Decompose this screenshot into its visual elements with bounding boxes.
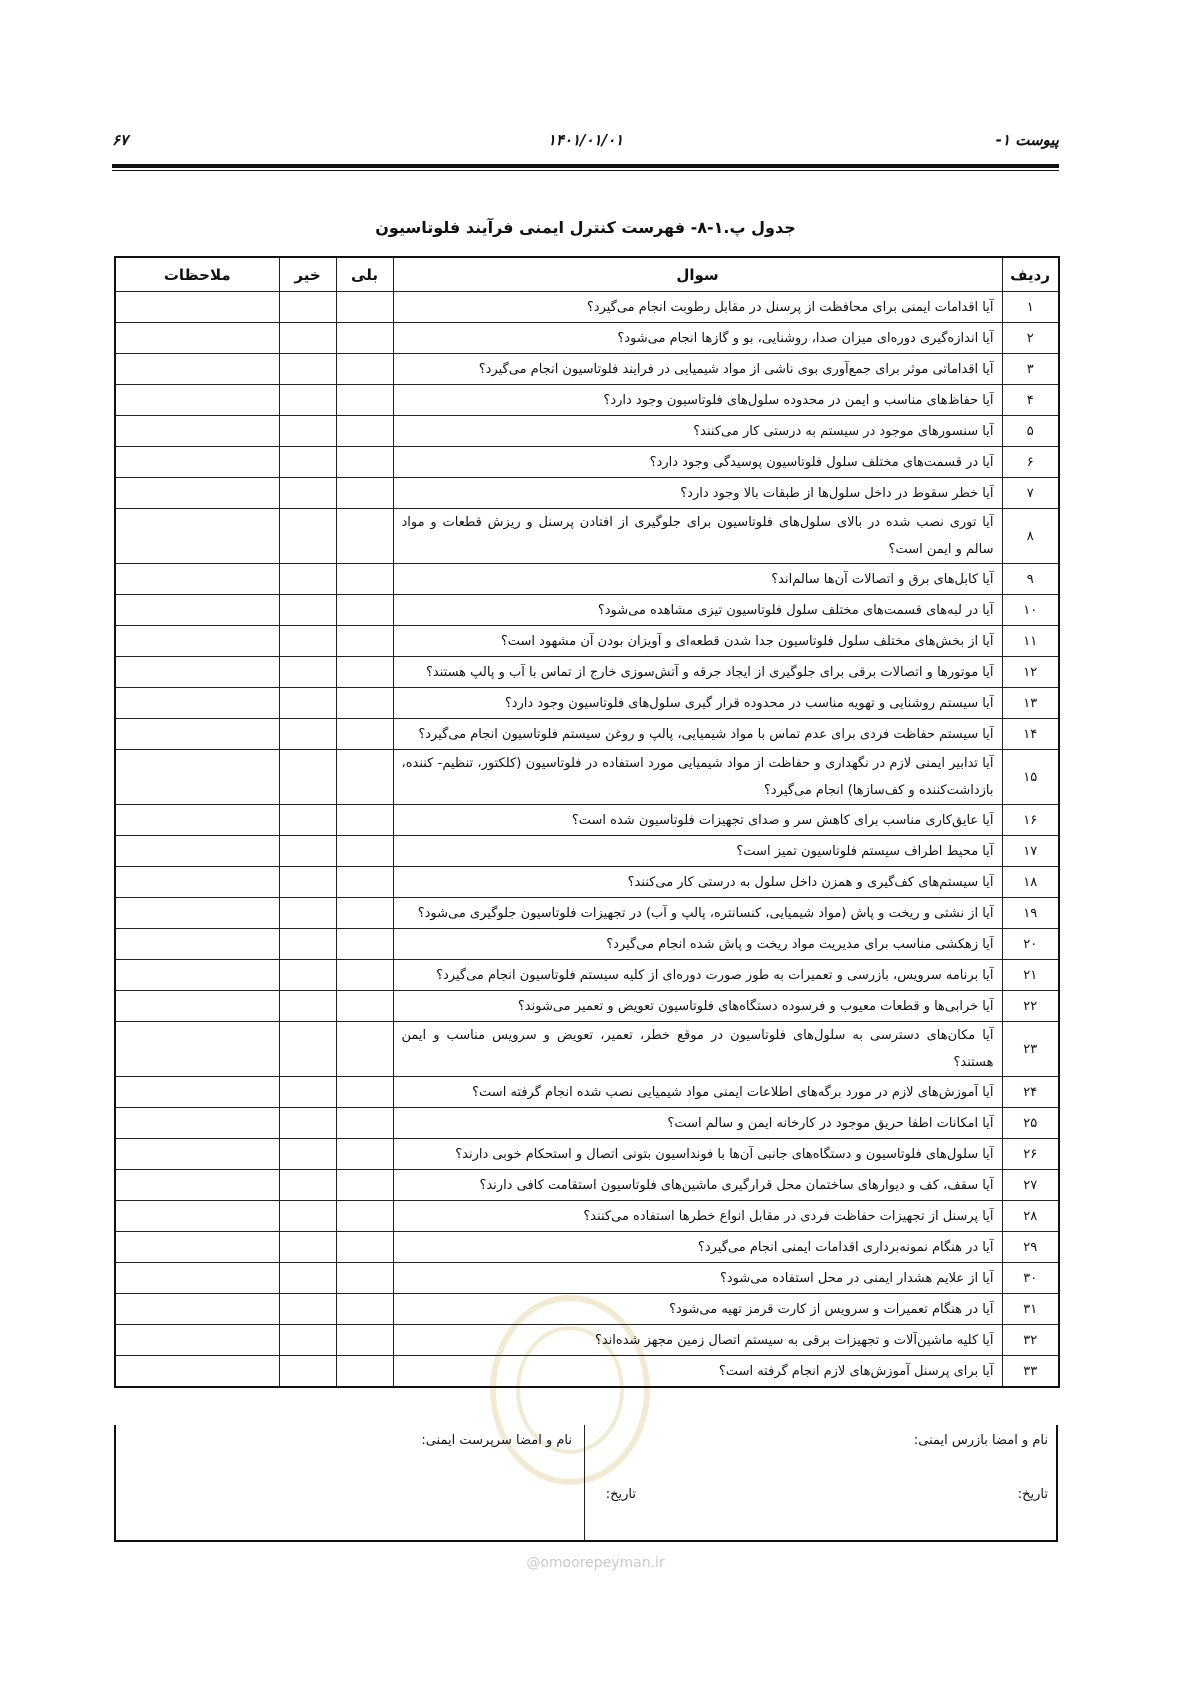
notes-cell[interactable] bbox=[115, 323, 279, 354]
question-cell: آیا خرابی‌ها و قطعات معیوب و فرسوده دستگاه‌های فلوتاسیون تعویض و تعمیر می‌شوند؟ bbox=[393, 991, 1002, 1022]
col-header-no: خیر bbox=[279, 257, 336, 292]
table-row bbox=[115, 1356, 1059, 1388]
question-cell: آیا سیستم حفاظت فردی برای عدم تماس با مواد شیمیایی، پالپ و روغن سیستم فلوتاسیون انجام می‌گیرد؟ bbox=[393, 719, 1002, 750]
no-cell[interactable] bbox=[279, 719, 336, 750]
yes-cell[interactable] bbox=[336, 323, 393, 354]
question-cell: آیا از علایم هشدار ایمنی در محل استفاده می‌شود؟ bbox=[393, 1263, 1002, 1294]
yes-cell[interactable] bbox=[336, 1201, 393, 1232]
table-row bbox=[115, 385, 1059, 416]
row-number-cell: ۶ bbox=[1002, 447, 1059, 478]
table-row bbox=[115, 1170, 1059, 1201]
no-cell[interactable] bbox=[279, 595, 336, 626]
no-cell[interactable] bbox=[279, 1232, 336, 1263]
yes-cell[interactable] bbox=[336, 657, 393, 688]
row-number-cell: ۲۳ bbox=[1002, 1022, 1059, 1077]
notes-cell[interactable] bbox=[115, 447, 279, 478]
yes-cell[interactable] bbox=[336, 354, 393, 385]
table-row bbox=[115, 564, 1059, 595]
notes-cell[interactable] bbox=[115, 750, 279, 805]
row-number-cell: ۳۳ bbox=[1002, 1356, 1059, 1388]
notes-cell[interactable] bbox=[115, 416, 279, 447]
row-number-cell: ۲۷ bbox=[1002, 1170, 1059, 1201]
yes-cell[interactable] bbox=[336, 960, 393, 991]
inspector-signature-label: نام و امضا بازرس ایمنی: bbox=[913, 1433, 1048, 1448]
no-cell[interactable] bbox=[279, 1139, 336, 1170]
no-cell[interactable] bbox=[279, 478, 336, 509]
table-row bbox=[115, 657, 1059, 688]
yes-cell[interactable] bbox=[336, 292, 393, 323]
no-cell[interactable] bbox=[279, 898, 336, 929]
row-number-cell: ۱۱ bbox=[1002, 626, 1059, 657]
col-header-question: سوال bbox=[393, 257, 1002, 292]
no-cell[interactable] bbox=[279, 1294, 336, 1325]
table-row bbox=[115, 805, 1059, 836]
yes-cell[interactable] bbox=[336, 1077, 393, 1108]
no-cell[interactable] bbox=[279, 929, 336, 960]
notes-cell[interactable] bbox=[115, 836, 279, 867]
row-number-cell: ۲ bbox=[1002, 323, 1059, 354]
header-rule-thin bbox=[112, 170, 1059, 171]
question-cell: آیا سقف، کف و دیوارهای ساختمان محل قرارگیری ماشین‌های فلوتاسیون استقامت کافی دارند؟ bbox=[393, 1170, 1002, 1201]
yes-cell[interactable] bbox=[336, 1232, 393, 1263]
signature-section bbox=[114, 1425, 1058, 1542]
notes-cell[interactable] bbox=[115, 1232, 279, 1263]
table-row bbox=[115, 323, 1059, 354]
yes-cell[interactable] bbox=[336, 1356, 393, 1388]
row-number-cell: ۳۰ bbox=[1002, 1263, 1059, 1294]
question-cell: آیا موتورها و اتصالات برقی برای جلوگیری از ایجاد جرقه و آتش‌سوزی خارج از تماس با آب و پالپ هستند؟ bbox=[393, 657, 1002, 688]
table-row bbox=[115, 1232, 1059, 1263]
row-number-cell: ۹ bbox=[1002, 564, 1059, 595]
table-row bbox=[115, 478, 1059, 509]
table-header-row bbox=[115, 257, 1059, 292]
question-cell: آیا کلیه ماشین‌آلات و تجهیزات برقی به سیستم اتصال زمین مجهز شده‌اند؟ bbox=[393, 1325, 1002, 1356]
question-cell: آیا برای پرسنل آموزش‌های لازم انجام گرفته است؟ bbox=[393, 1356, 1002, 1388]
notes-cell[interactable] bbox=[115, 292, 279, 323]
notes-cell[interactable] bbox=[115, 385, 279, 416]
question-cell: آیا برنامه سرویس، بازرسی و تعمیرات به طور صورت دوره‌ای از کلیه سیستم فلوتاسیون انجام می‌گیرد؟ bbox=[393, 960, 1002, 991]
table-row bbox=[115, 991, 1059, 1022]
row-number-cell: ۱۸ bbox=[1002, 867, 1059, 898]
col-header-notes: ملاحظات bbox=[115, 257, 279, 292]
question-cell: آیا کابل‌های برق و اتصالات آن‌ها سالم‌اند؟ bbox=[393, 564, 1002, 595]
row-number-cell: ۱۷ bbox=[1002, 836, 1059, 867]
row-number-cell: ۷ bbox=[1002, 478, 1059, 509]
row-number-cell: ۱۹ bbox=[1002, 898, 1059, 929]
question-cell: آیا تدابیر ایمنی لازم در نگهداری و حفاظت از مواد شیمیایی مورد استفاده در فلوتاسیون (کلکتور، تنظیم- کننده، بازداشت‌کننده و کف‌سازها) انجام می‌گیرد؟ bbox=[393, 750, 1002, 805]
notes-cell[interactable] bbox=[115, 626, 279, 657]
no-cell[interactable] bbox=[279, 354, 336, 385]
question-cell: آیا خطر سقوط در داخل سلول‌ها از طبقات بالا وجود دارد؟ bbox=[393, 478, 1002, 509]
notes-cell[interactable] bbox=[115, 1294, 279, 1325]
table-row bbox=[115, 354, 1059, 385]
row-number-cell: ۲۹ bbox=[1002, 1232, 1059, 1263]
page-header bbox=[112, 131, 1059, 167]
question-cell: آیا مکان‌های دسترسی به سلول‌های فلوتاسیون در موقع خطر، تعمیر، تعویض و سرویس مناسب و ایمن هستند؟ bbox=[393, 1022, 1002, 1077]
notes-cell[interactable] bbox=[115, 867, 279, 898]
yes-cell[interactable] bbox=[336, 1108, 393, 1139]
checklist-table bbox=[114, 256, 1060, 1388]
table-row bbox=[115, 1108, 1059, 1139]
supervisor-signature-label: نام و امضا سرپرست ایمنی: bbox=[421, 1433, 572, 1448]
no-cell[interactable] bbox=[279, 836, 336, 867]
signature-divider bbox=[584, 1425, 585, 1540]
row-number-cell: ۱۲ bbox=[1002, 657, 1059, 688]
notes-cell[interactable] bbox=[115, 719, 279, 750]
no-cell[interactable] bbox=[279, 416, 336, 447]
notes-cell[interactable] bbox=[115, 805, 279, 836]
row-number-cell: ۲۲ bbox=[1002, 991, 1059, 1022]
no-cell[interactable] bbox=[279, 657, 336, 688]
checklist-table-container bbox=[114, 256, 1058, 1388]
table-row bbox=[115, 292, 1059, 323]
table-row bbox=[115, 960, 1059, 991]
row-number-cell: ۱۵ bbox=[1002, 750, 1059, 805]
no-cell[interactable] bbox=[279, 447, 336, 478]
notes-cell[interactable] bbox=[115, 1108, 279, 1139]
table-row bbox=[115, 1201, 1059, 1232]
notes-cell[interactable] bbox=[115, 564, 279, 595]
question-cell: آیا سیستم روشنایی و تهویه مناسب در محدوده قرار گیری سلول‌های فلوتاسیون وجود دارد؟ bbox=[393, 688, 1002, 719]
no-cell[interactable] bbox=[279, 292, 336, 323]
row-number-cell: ۲۵ bbox=[1002, 1108, 1059, 1139]
question-cell: آیا محیط اطراف سیستم فلوتاسیون تمیز است؟ bbox=[393, 836, 1002, 867]
table-row bbox=[115, 688, 1059, 719]
row-number-cell: ۲۰ bbox=[1002, 929, 1059, 960]
yes-cell[interactable] bbox=[336, 564, 393, 595]
no-cell[interactable] bbox=[279, 867, 336, 898]
table-row bbox=[115, 719, 1059, 750]
question-cell: آیا از نشتی و ریخت و پاش (مواد شیمیایی، کنسانتره، پالپ و آب) در تجهیزات فلوتاسیون جلوگیری می‌شود؟ bbox=[393, 898, 1002, 929]
row-number-cell: ۳۲ bbox=[1002, 1325, 1059, 1356]
question-cell: آیا سیستم‌های کف‌گیری و همزن داخل سلول به درستی کار می‌کنند؟ bbox=[393, 867, 1002, 898]
no-cell[interactable] bbox=[279, 750, 336, 805]
notes-cell[interactable] bbox=[115, 1201, 279, 1232]
table-row bbox=[115, 1077, 1059, 1108]
row-number-cell: ۲۴ bbox=[1002, 1077, 1059, 1108]
row-number-cell: ۳۱ bbox=[1002, 1294, 1059, 1325]
notes-cell[interactable] bbox=[115, 1022, 279, 1077]
no-cell[interactable] bbox=[279, 626, 336, 657]
question-cell: آیا در هنگام نمونه‌برداری اقدامات ایمنی انجام می‌گیرد؟ bbox=[393, 1232, 1002, 1263]
col-header-row: ردیف bbox=[1002, 257, 1059, 292]
notes-cell[interactable] bbox=[115, 991, 279, 1022]
header-date: ۱۴۰۱/۰۱/۰۱ bbox=[547, 131, 624, 149]
row-number-cell: ۲۱ bbox=[1002, 960, 1059, 991]
header-page-number: ۶۷ bbox=[112, 131, 129, 149]
no-cell[interactable] bbox=[279, 1022, 336, 1077]
question-cell: آیا زهکشی مناسب برای مدیریت مواد ریخت و پاش شده انجام می‌گیرد؟ bbox=[393, 929, 1002, 960]
header-section: پیوست ۱- bbox=[995, 131, 1059, 149]
table-row bbox=[115, 750, 1059, 805]
yes-cell[interactable] bbox=[336, 385, 393, 416]
question-cell: آیا اقداماتی موثر برای جمع‌آوری بوی ناشی از مواد شیمیایی در فرایند فلوتاسیون انجام می‌گیرد؟ bbox=[393, 354, 1002, 385]
question-cell: آیا عایق‌کاری مناسب برای کاهش سر و صدای تجهیزات فلوتاسیون شده است؟ bbox=[393, 805, 1002, 836]
no-cell[interactable] bbox=[279, 564, 336, 595]
header-rule-thick bbox=[112, 164, 1059, 168]
no-cell[interactable] bbox=[279, 1108, 336, 1139]
notes-cell[interactable] bbox=[115, 960, 279, 991]
row-number-cell: ۲۸ bbox=[1002, 1201, 1059, 1232]
row-number-cell: ۱۳ bbox=[1002, 688, 1059, 719]
row-number-cell: ۸ bbox=[1002, 509, 1059, 564]
notes-cell[interactable] bbox=[115, 1263, 279, 1294]
notes-cell[interactable] bbox=[115, 509, 279, 564]
no-cell[interactable] bbox=[279, 323, 336, 354]
no-cell[interactable] bbox=[279, 385, 336, 416]
yes-cell[interactable] bbox=[336, 1325, 393, 1356]
notes-cell[interactable] bbox=[115, 1077, 279, 1108]
question-cell: آیا سلول‌های فلوتاسیون و دستگاه‌های جانبی آن‌ها با فونداسیون بتونی اتصال و استحکام خوبی دارند؟ bbox=[393, 1139, 1002, 1170]
row-number-cell: ۱۴ bbox=[1002, 719, 1059, 750]
yes-cell[interactable] bbox=[336, 1139, 393, 1170]
yes-cell[interactable] bbox=[336, 509, 393, 564]
yes-cell[interactable] bbox=[336, 750, 393, 805]
table-row bbox=[115, 1325, 1059, 1356]
no-cell[interactable] bbox=[279, 688, 336, 719]
table-row bbox=[115, 1022, 1059, 1077]
row-number-cell: ۵ bbox=[1002, 416, 1059, 447]
table-row bbox=[115, 836, 1059, 867]
notes-cell[interactable] bbox=[115, 1139, 279, 1170]
notes-cell[interactable] bbox=[115, 929, 279, 960]
notes-cell[interactable] bbox=[115, 1170, 279, 1201]
table-row bbox=[115, 416, 1059, 447]
yes-cell[interactable] bbox=[336, 805, 393, 836]
row-number-cell: ۱ bbox=[1002, 292, 1059, 323]
table-caption: جدول پ.۱-۸- فهرست کنترل ایمنی فرآیند فلوتاسیون bbox=[375, 218, 796, 237]
yes-cell[interactable] bbox=[336, 447, 393, 478]
question-cell: آیا حفاظ‌های مناسب و ایمن در محدوده سلول‌های فلوتاسیون وجود دارد؟ bbox=[393, 385, 1002, 416]
inspector-date-label: تاریخ: bbox=[1017, 1487, 1048, 1502]
table-row bbox=[115, 1294, 1059, 1325]
yes-cell[interactable] bbox=[336, 416, 393, 447]
no-cell[interactable] bbox=[279, 1201, 336, 1232]
yes-cell[interactable] bbox=[336, 1170, 393, 1201]
notes-cell[interactable] bbox=[115, 1356, 279, 1388]
yes-cell[interactable] bbox=[336, 991, 393, 1022]
yes-cell[interactable] bbox=[336, 1263, 393, 1294]
yes-cell[interactable] bbox=[336, 626, 393, 657]
no-cell[interactable] bbox=[279, 1263, 336, 1294]
no-cell[interactable] bbox=[279, 1170, 336, 1201]
table-row bbox=[115, 1263, 1059, 1294]
no-cell[interactable] bbox=[279, 1325, 336, 1356]
yes-cell[interactable] bbox=[336, 867, 393, 898]
yes-cell[interactable] bbox=[336, 595, 393, 626]
question-cell: آیا از بخش‌های مختلف سلول فلوتاسیون جدا شدن قطعه‌ای و آویزان بودن آن مشهود است؟ bbox=[393, 626, 1002, 657]
table-row bbox=[115, 626, 1059, 657]
notes-cell[interactable] bbox=[115, 1325, 279, 1356]
row-number-cell: ۱۶ bbox=[1002, 805, 1059, 836]
yes-cell[interactable] bbox=[336, 719, 393, 750]
col-header-yes: بلی bbox=[336, 257, 393, 292]
question-cell: آیا اندازه‌گیری دوره‌ای میزان صدا، روشنایی، بو و گازها انجام می‌شود؟ bbox=[393, 323, 1002, 354]
question-cell: آیا در هنگام تعمیرات و سرویس از کارت قرمز تهیه می‌شود؟ bbox=[393, 1294, 1002, 1325]
table-row bbox=[115, 447, 1059, 478]
no-cell[interactable] bbox=[279, 1356, 336, 1388]
yes-cell[interactable] bbox=[336, 836, 393, 867]
row-number-cell: ۴ bbox=[1002, 385, 1059, 416]
question-cell: آیا سنسورهای موجود در سیستم به درستی کار می‌کنند؟ bbox=[393, 416, 1002, 447]
question-cell: آیا در قسمت‌های مختلف سلول فلوتاسیون پوسیدگی وجود دارد؟ bbox=[393, 447, 1002, 478]
notes-cell[interactable] bbox=[115, 478, 279, 509]
table-row bbox=[115, 509, 1059, 564]
table-row bbox=[115, 867, 1059, 898]
row-number-cell: ۲۶ bbox=[1002, 1139, 1059, 1170]
question-cell: آیا در لبه‌های قسمت‌های مختلف سلول فلوتاسیون تیزی مشاهده می‌شود؟ bbox=[393, 595, 1002, 626]
table-row bbox=[115, 1139, 1059, 1170]
yes-cell[interactable] bbox=[336, 688, 393, 719]
notes-cell[interactable] bbox=[115, 595, 279, 626]
no-cell[interactable] bbox=[279, 805, 336, 836]
table-row bbox=[115, 595, 1059, 626]
notes-cell[interactable] bbox=[115, 657, 279, 688]
notes-cell[interactable] bbox=[115, 898, 279, 929]
row-number-cell: ۱۰ bbox=[1002, 595, 1059, 626]
supervisor-date-label: تاریخ: bbox=[605, 1487, 636, 1502]
question-cell: آیا اقدامات ایمنی برای محافظت از پرسنل در مقابل رطوبت انجام می‌گیرد؟ bbox=[393, 292, 1002, 323]
yes-cell[interactable] bbox=[336, 1294, 393, 1325]
no-cell[interactable] bbox=[279, 991, 336, 1022]
yes-cell[interactable] bbox=[336, 929, 393, 960]
row-number-cell: ۳ bbox=[1002, 354, 1059, 385]
table-row bbox=[115, 929, 1059, 960]
yes-cell[interactable] bbox=[336, 1022, 393, 1077]
notes-cell[interactable] bbox=[115, 688, 279, 719]
question-cell: آیا توری نصب شده در بالای سلول‌های فلوتاسیون برای جلوگیری از افتادن پرسنل و ریزش قطعات و مواد سالم و ایمن است؟ bbox=[393, 509, 1002, 564]
no-cell[interactable] bbox=[279, 509, 336, 564]
question-cell: آیا پرسنل از تجهیزات حفاظت فردی در مقابل انواع خطرها استفاده می‌کنند؟ bbox=[393, 1201, 1002, 1232]
yes-cell[interactable] bbox=[336, 478, 393, 509]
question-cell: آیا آموزش‌های لازم در مورد برگه‌های اطلاعات ایمنی مواد شیمیایی نصب شده انجام گرفته است؟ bbox=[393, 1077, 1002, 1108]
no-cell[interactable] bbox=[279, 960, 336, 991]
yes-cell[interactable] bbox=[336, 898, 393, 929]
notes-cell[interactable] bbox=[115, 354, 279, 385]
table-row bbox=[115, 898, 1059, 929]
question-cell: آیا امکانات اطفا حریق موجود در کارخانه ایمن و سالم است؟ bbox=[393, 1108, 1002, 1139]
site-watermark: @omoorepeyman.ir bbox=[526, 1555, 665, 1571]
no-cell[interactable] bbox=[279, 1077, 336, 1108]
